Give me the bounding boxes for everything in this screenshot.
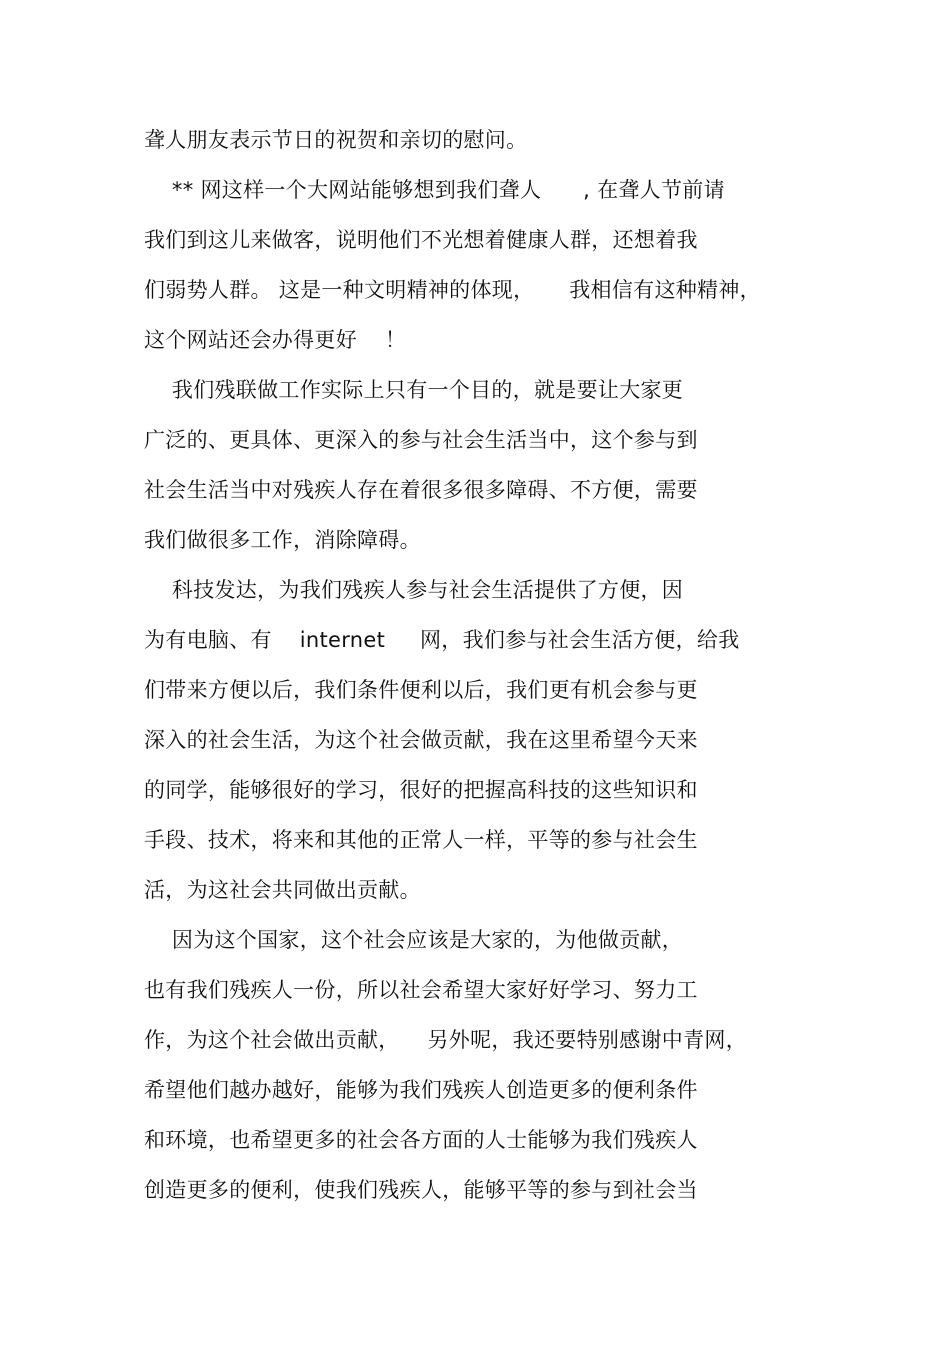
text-line: 深入的社会生活，为这个社会做贡献，我在这里希望今天来 bbox=[144, 728, 698, 752]
text-line: 也有我们残疾人一份，所以社会希望大家好好学习、努力工 bbox=[144, 978, 698, 1002]
text-line: 科技发达，为我们残疾人参与社会生活提供了方便，因 bbox=[144, 578, 684, 602]
text-line: 作，为这个社会做出贡献， 另外呢，我还要特别感谢中青网， bbox=[144, 1028, 747, 1052]
text-line: 创造更多的便利，使我们残疾人，能够平等的参与到社会当 bbox=[144, 1178, 698, 1202]
text-line: ** 网这样一个大网站能够想到我们聋人 , 在聋人节前请 bbox=[144, 178, 725, 202]
text-line: 广泛的、更具体、更深入的参与社会生活当中，这个参与到 bbox=[144, 428, 698, 452]
text-line: 希望他们越办越好，能够为我们残疾人创造更多的便利条件 bbox=[144, 1078, 698, 1102]
text-line: 我们做很多工作，消除障碍。 bbox=[144, 528, 421, 552]
text-line: 我们残联做工作实际上只有一个目的，就是要让大家更 bbox=[144, 378, 684, 402]
text-line: 们弱势人群。 这是一种文明精神的体现， 我相信有这种精神， bbox=[144, 278, 761, 302]
text-line: 聋人朋友表示节日的祝贺和亲切的慰问。 bbox=[144, 128, 528, 152]
text-line: 和环境，也希望更多的社会各方面的人士能够为我们残疾人 bbox=[144, 1128, 698, 1152]
text-line: 因为这个国家，这个社会应该是大家的，为他做贡献， bbox=[144, 928, 684, 952]
text-line: 我们到这儿来做客，说明他们不光想着健康人群，还想着我 bbox=[144, 228, 698, 252]
text-line: 们带来方便以后，我们条件便利以后，我们更有机会参与更 bbox=[144, 678, 698, 702]
text-line: 为有电脑、有 internet 网，我们参与社会生活方便，给我 bbox=[144, 628, 740, 652]
text-line: 这个网站还会办得更好 ！ bbox=[144, 328, 407, 352]
text-line: 的同学，能够很好的学习，很好的把握高科技的这些知识和 bbox=[144, 778, 698, 802]
text-line: 活，为这社会共同做出贡献。 bbox=[144, 878, 421, 902]
text-line: 社会生活当中对残疾人存在着很多很多障碍、不方便，需要 bbox=[144, 478, 698, 502]
text-line: 手段、技术，将来和其他的正常人一样，平等的参与社会生 bbox=[144, 828, 698, 852]
